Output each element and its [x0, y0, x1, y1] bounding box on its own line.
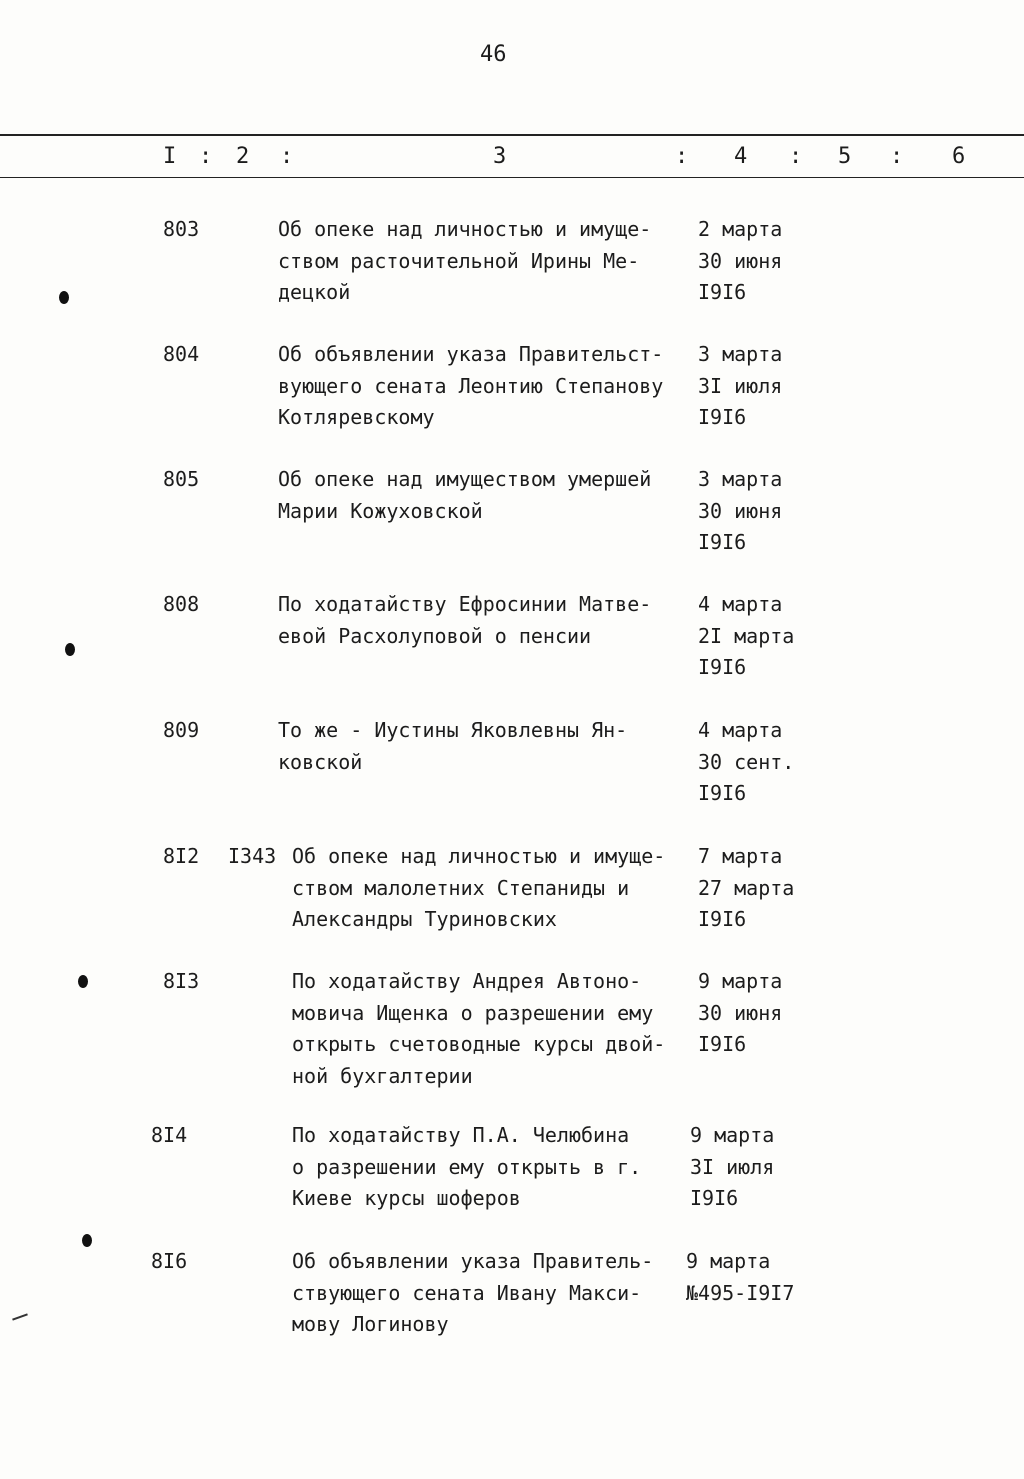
case-title-line: ковской — [278, 749, 363, 774]
column-separator: : — [789, 144, 803, 169]
case-date-line: 27 марта — [698, 875, 795, 900]
column-separator: : — [280, 144, 294, 169]
case-title-line: Киеве курсы шоферов — [292, 1186, 521, 1210]
case-date-line: 30 июня — [698, 1000, 783, 1025]
case-date-line: I9I6 — [698, 530, 747, 554]
case-number: 808 — [163, 592, 200, 616]
case-date-line: I9I6 — [698, 907, 747, 931]
case-date-line: I9I6 — [698, 781, 747, 805]
case-title-line: ствующего сената Ивану Макси- — [292, 1280, 642, 1305]
punch-hole — [78, 975, 88, 988]
case-title-line: Об опеке над личностью и имуще- — [292, 844, 666, 868]
case-dates — [698, 339, 782, 434]
case-title — [278, 715, 627, 778]
case-title-line: мову Логинову — [292, 1312, 449, 1336]
case-title — [278, 339, 663, 434]
case-date-line: 30 июня — [698, 498, 783, 523]
column-separator: : — [199, 144, 213, 169]
case-date-line: 9 марта — [690, 1123, 775, 1147]
case-dates — [698, 214, 782, 309]
case-title — [292, 1246, 653, 1341]
case-date-line: 9 марта — [686, 1249, 771, 1273]
column-header-3: 3 — [493, 144, 507, 169]
case-date-line: I9I6 — [698, 405, 747, 429]
case-title-line: вующего сената Леонтию Степанову — [278, 373, 664, 398]
case-number: 8I3 — [163, 969, 200, 993]
case-date-line: 30 сент. — [698, 749, 795, 774]
scan-mark — [12, 1313, 28, 1320]
case-title-line: открыть счетоводные курсы двой- — [292, 1032, 666, 1056]
case-date-line: 9 марта — [698, 969, 783, 993]
case-date-line: 30 июня — [698, 248, 783, 273]
header-top-rule — [0, 134, 1024, 136]
case-date-line: I9I6 — [698, 655, 747, 679]
case-date-line: 2I марта — [698, 623, 795, 648]
case-title-line: мовича Ищенка о разрешении ему — [292, 1000, 654, 1025]
case-date-line: 3 марта — [698, 467, 783, 491]
punch-hole — [82, 1234, 92, 1247]
column-header-2: 2 — [236, 144, 250, 169]
case-number: 803 — [163, 217, 200, 241]
column-header-1: I — [163, 144, 177, 169]
case-dates — [686, 1246, 794, 1309]
case-title-line: Александры Туриновских — [292, 907, 557, 931]
case-title — [278, 464, 651, 527]
punch-hole — [65, 643, 75, 656]
case-title — [292, 966, 665, 1092]
case-dates — [698, 464, 782, 559]
column-header-5: 5 — [838, 144, 852, 169]
case-title-line: По ходатайству Ефросинии Матве- — [278, 592, 652, 616]
case-date-line: 4 марта — [698, 718, 783, 742]
case-number: 805 — [163, 467, 200, 491]
case-date-line: 3I июля — [690, 1154, 775, 1179]
case-dates — [698, 589, 794, 684]
case-dates — [698, 841, 794, 936]
column-header-4: 4 — [734, 144, 748, 169]
case-number: 8I6 — [151, 1249, 188, 1273]
header-bottom-rule — [0, 177, 1024, 178]
case-number: 8I4 — [151, 1123, 188, 1147]
case-title-line: ной бухгалтерии — [292, 1063, 473, 1088]
case-date-line: 3 марта — [698, 342, 783, 366]
case-title — [278, 214, 651, 309]
case-title-line: Марии Кожуховской — [278, 498, 483, 523]
case-dates — [698, 966, 782, 1061]
case-number: 809 — [163, 718, 200, 742]
case-title — [292, 1120, 641, 1215]
case-title-line: о разрешении ему открыть в г. — [292, 1154, 642, 1179]
case-secondary-number: I343 — [228, 844, 277, 868]
column-header-6: 6 — [952, 144, 966, 169]
case-title-line: Об опеке над имуществом умершей — [278, 467, 652, 491]
case-date-line: I9I6 — [698, 280, 747, 304]
case-title — [292, 841, 665, 936]
case-title-line: ством расточительной Ирины Ме- — [278, 248, 640, 273]
punch-hole — [59, 291, 69, 304]
column-separator: : — [890, 144, 904, 169]
page-number: 46 — [480, 42, 507, 67]
case-title-line: По ходатайству П.А. Челюбина — [292, 1123, 630, 1147]
case-title-line: Об объявлении указа Правитель- — [292, 1249, 654, 1273]
case-title-line: Об опеке над личностью и имуще- — [278, 217, 652, 241]
column-separator: : — [675, 144, 689, 169]
case-date-line: №495-I9I7 — [686, 1280, 795, 1305]
case-title — [278, 589, 651, 652]
case-dates — [698, 715, 794, 810]
case-date-line: 3I июля — [698, 373, 783, 398]
case-date-line: I9I6 — [690, 1186, 739, 1210]
case-title-line: По ходатайству Андрея Автоно- — [292, 969, 642, 993]
case-title-line: евой Расхолуповой о пенсии — [278, 623, 592, 648]
case-title-line: То же - Иустины Яковлевны Ян- — [278, 718, 628, 742]
case-dates — [690, 1120, 774, 1215]
case-title-line: ством малолетних Степаниды и — [292, 875, 630, 900]
case-number: 8I2 — [163, 844, 200, 868]
case-title-line: Котляревскому — [278, 405, 435, 429]
case-number: 804 — [163, 342, 200, 366]
case-date-line: 4 марта — [698, 592, 783, 616]
case-title-line: децкой — [278, 280, 351, 304]
case-title-line: Об объявлении указа Правительст- — [278, 342, 664, 366]
case-date-line: 2 марта — [698, 217, 783, 241]
case-date-line: 7 марта — [698, 844, 783, 868]
case-date-line: I9I6 — [698, 1032, 747, 1056]
